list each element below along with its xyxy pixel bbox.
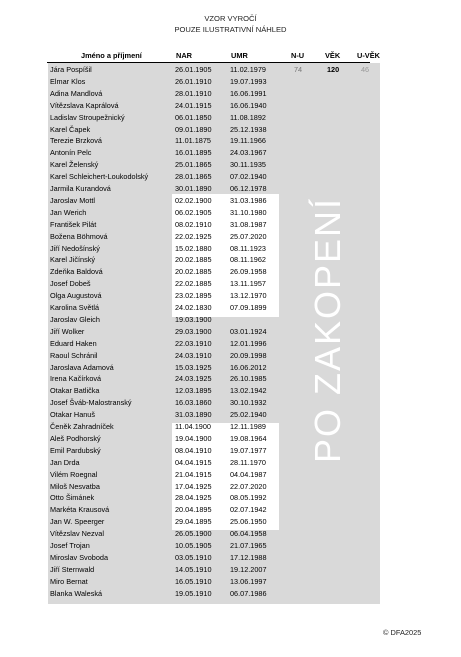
table-row: [48, 207, 428, 218]
cell-name: Terezie Brzková: [50, 136, 102, 146]
column-header-vek: VĚK: [325, 51, 341, 60]
table-row: [48, 350, 428, 361]
cell-nar: 28.01.1865: [175, 172, 212, 182]
table-row: [48, 254, 428, 265]
column-header-name: Jméno a příjmení: [81, 51, 142, 60]
cell-umr: 13.12.1970: [230, 291, 267, 301]
table-row: [48, 433, 428, 444]
cell-umr: 28.11.1970: [230, 457, 266, 467]
cell-nar: 12.03.1895: [175, 386, 212, 396]
cell-name: Josef Dobeš: [50, 279, 91, 289]
table-row: [48, 195, 428, 206]
cell-umr: 19.07.1977: [230, 445, 267, 455]
cell-umr: 21.07.1965: [230, 541, 267, 550]
cell-name: Elmar Klos: [50, 76, 86, 86]
cell-umr: 12.11.1989: [230, 422, 266, 431]
cell-nar: 22.03.1910: [175, 338, 212, 348]
cell-umr: 30.11.1935: [230, 160, 266, 170]
cell-umr: 13.02.1942: [230, 386, 267, 396]
cell-name: Jan Drda: [50, 457, 80, 467]
cell-umr: 25.12.1938: [230, 124, 267, 134]
table-row: [48, 576, 428, 587]
cell-nar: 19.03.1900: [175, 314, 212, 324]
table-row: [48, 278, 428, 289]
cell-umr: 26.10.1985: [230, 374, 267, 384]
cell-nar: 04.04.1915: [175, 457, 212, 467]
table-row: [48, 469, 428, 480]
cell-name: Josef Trojan: [50, 541, 90, 550]
table-row: [48, 135, 428, 146]
cell-umr: 06.12.1978: [230, 184, 267, 193]
cell-umr: 06.07.1986: [230, 588, 267, 598]
cell-nar: 22.02.1925: [175, 231, 212, 241]
cell-nar: 24.03.1910: [175, 350, 212, 360]
cell-nar: 29.03.1900: [175, 326, 212, 336]
table-row: [48, 385, 428, 396]
cell-nar: 11.04.1900: [175, 422, 211, 431]
cell-umr: 06.04.1958: [230, 529, 267, 539]
cell-nar: 09.01.1890: [175, 124, 212, 134]
cell-name: Jaroslava Adamová: [50, 362, 114, 372]
cell-name: Karel Čapek: [50, 124, 91, 134]
table-row: [48, 314, 428, 325]
cell-umr: 25.06.1950: [230, 517, 267, 527]
cell-nar: 31.03.1890: [175, 410, 212, 420]
cell-nar: 23.02.1895: [175, 291, 212, 301]
table-row: [48, 159, 428, 170]
cell-name: Jaroslav Mottl: [50, 195, 96, 205]
cell-umr: 07.02.1940: [230, 172, 267, 182]
cell-uvek: 46: [361, 65, 370, 74]
cell-name: Miroslav Svoboda: [50, 552, 108, 562]
cell-umr: 19.08.1964: [230, 433, 267, 443]
table-row: [48, 100, 428, 111]
cell-nar: 16.05.1910: [175, 576, 212, 586]
cell-name: Eduard Haken: [50, 338, 97, 348]
cell-nu: 74: [294, 65, 303, 74]
cell-name: Karel Jičínský: [50, 255, 96, 265]
cell-name: Markéta Krausová: [50, 505, 110, 515]
cell-umr: 12.01.1996: [230, 338, 267, 348]
cell-nar: 16.03.1860: [175, 398, 212, 408]
cell-name: Čeněk Zahradníček: [50, 422, 114, 431]
cell-nar: 28.01.1910: [175, 88, 212, 98]
cell-umr: 16.06.1940: [230, 100, 267, 110]
watermark-text: PO ZAKOPENÍ: [307, 196, 348, 464]
cell-umr: 16.06.2012: [230, 362, 267, 372]
table-row: [48, 88, 428, 99]
cell-nar: 11.01.1875: [175, 136, 211, 146]
table-row: [48, 421, 428, 432]
cell-name: Karel Schleichert-Loukodolský: [50, 172, 149, 182]
cell-nar: 26.05.1900: [175, 529, 212, 539]
table-row: [48, 76, 428, 87]
table-row: [48, 290, 428, 301]
table-row: [48, 552, 428, 563]
cell-nar: 08.02.1910: [175, 219, 212, 229]
cell-name: Jiří Wolker: [50, 326, 85, 336]
cell-name: Otakar Batlička: [50, 386, 100, 396]
cell-umr: 02.07.1942: [230, 505, 267, 515]
cell-nar: 29.04.1895: [175, 517, 212, 527]
table-row: [48, 504, 428, 515]
cell-umr: 30.10.1932: [230, 398, 267, 408]
cell-nar: 15.02.1880: [175, 243, 212, 253]
cell-umr: 31.03.1986: [230, 195, 267, 205]
cell-umr: 26.09.1958: [230, 267, 267, 277]
cell-vek: 120: [327, 65, 340, 74]
table-row: [48, 64, 428, 75]
table-row: [48, 409, 428, 420]
table-row: [48, 302, 428, 313]
cell-name: František Pilát: [50, 219, 97, 229]
cell-nar: 08.04.1910: [175, 445, 212, 455]
cell-umr: 13.11.1957: [230, 279, 266, 289]
cell-name: Jan W. Speerger: [50, 517, 105, 527]
table-row: [48, 183, 428, 194]
cell-name: Aleš Podhorský: [50, 433, 101, 443]
table-row: [48, 457, 428, 468]
cell-nar: 24.02.1830: [175, 303, 212, 312]
cell-nar: 24.03.1925: [175, 374, 212, 384]
cell-name: Miro Bernat: [50, 576, 88, 586]
table-row: [48, 326, 428, 337]
cell-umr: 25.02.1940: [230, 410, 267, 420]
cell-name: Karolina Světlá: [50, 303, 100, 312]
cell-nar: 17.04.1925: [175, 481, 212, 491]
cell-nar: 02.02.1900: [175, 195, 212, 205]
cell-nar: 22.02.1885: [175, 279, 212, 289]
table-row: [48, 266, 428, 277]
column-header-umr: UMR: [231, 51, 248, 60]
cell-name: Zdeňka Baldová: [50, 267, 103, 277]
copyright: © DFA2025: [383, 628, 422, 637]
table-row: [48, 171, 428, 182]
cell-umr: 25.07.2020: [230, 231, 267, 241]
cell-name: Jiří Sternwald: [50, 564, 95, 574]
document-subtitle: POUZE ILUSTRATIVNÍ NÁHLED: [174, 25, 287, 34]
cell-nar: 19.05.1910: [175, 588, 212, 598]
table-row: [48, 219, 428, 230]
table-row: [48, 445, 428, 456]
cell-name: Blanka Waleská: [50, 588, 103, 598]
table-row: [48, 112, 428, 123]
cell-nar: 06.01.1850: [175, 112, 212, 122]
cell-nar: 10.05.1905: [175, 541, 212, 550]
cell-name: Božena Böhmová: [50, 231, 108, 241]
cell-name: Otto Šimánek: [50, 493, 95, 503]
cell-umr: 11.02.1979: [230, 65, 266, 74]
cell-name: Antonín Pelc: [50, 148, 92, 158]
cell-nar: 06.02.1905: [175, 207, 212, 217]
document-title: VZOR VYROČÍ: [204, 14, 257, 23]
cell-nar: 21.04.1915: [175, 469, 212, 479]
cell-nar: 28.04.1925: [175, 493, 212, 503]
cell-name: Miloš Nesvatba: [50, 481, 100, 491]
cell-umr: 04.04.1987: [230, 469, 267, 479]
table-row: [48, 481, 428, 492]
cell-umr: 13.06.1997: [230, 576, 267, 586]
cell-name: Ladislav Stroupežnický: [50, 112, 125, 122]
table-row: [48, 397, 428, 408]
cell-name: Jan Werich: [50, 207, 87, 217]
table-row: [48, 540, 428, 551]
cell-umr: 19.12.2007: [230, 564, 267, 574]
cell-umr: 19.11.1966: [230, 136, 266, 146]
cell-nar: 16.01.1895: [175, 148, 212, 158]
cell-nar: 20.02.1885: [175, 267, 212, 277]
cell-name: Jára Pospíšil: [50, 65, 92, 74]
cell-name: Raoul Schránil: [50, 350, 98, 360]
cell-umr: 08.11.1923: [230, 243, 266, 253]
cell-umr: 11.08.1892: [230, 112, 266, 122]
cell-umr: 31.10.1980: [230, 207, 267, 217]
cell-name: Vítězslav Nezval: [50, 529, 104, 539]
cell-name: Irena Kačírková: [50, 374, 102, 384]
cell-name: Adina Mandlová: [50, 88, 103, 98]
cell-nar: 14.05.1910: [175, 564, 212, 574]
table-row: [48, 373, 428, 384]
cell-name: Emil Pardubský: [50, 445, 101, 455]
table-row: [48, 231, 428, 242]
table-row: [48, 243, 428, 254]
cell-nar: 24.01.1915: [175, 100, 212, 110]
cell-nar: 25.01.1865: [175, 160, 212, 170]
table-row: [48, 564, 428, 575]
cell-nar: 30.01.1890: [175, 184, 212, 193]
cell-umr: 31.08.1987: [230, 219, 267, 229]
cell-nar: 03.05.1910: [175, 552, 212, 562]
column-header-nu: N-U: [291, 51, 305, 60]
cell-umr: 08.11.1962: [230, 255, 266, 265]
table-row: [48, 338, 428, 349]
cell-nar: 26.01.1910: [175, 76, 212, 86]
cell-nar: 15.03.1925: [175, 362, 212, 372]
cell-name: Otakar Hanuš: [50, 410, 96, 420]
table-row: [48, 492, 428, 503]
cell-umr: 19.07.1993: [230, 76, 267, 86]
cell-umr: 17.12.1988: [230, 552, 267, 562]
cell-umr: 20.09.1998: [230, 350, 267, 360]
table-row: [48, 588, 428, 599]
cell-name: Jarmila Kurandová: [50, 184, 111, 193]
column-header-uvek: U-VĚK: [357, 51, 380, 60]
cell-name: Vilém Roegnal: [50, 469, 98, 479]
table-row: [48, 528, 428, 539]
table-row: [48, 147, 428, 158]
cell-nar: 26.01.1905: [175, 65, 212, 74]
cell-name: Olga Augustová: [50, 291, 102, 301]
cell-umr: 22.07.2020: [230, 481, 267, 491]
cell-umr: 08.05.1992: [230, 493, 267, 503]
cell-name: Vítězslava Kaprálová: [50, 100, 119, 110]
cell-nar: 20.02.1885: [175, 255, 212, 265]
cell-nar: 20.04.1895: [175, 505, 212, 515]
table-row: [48, 124, 428, 135]
column-header-nar: NAR: [176, 51, 193, 60]
cell-umr: 03.01.1924: [230, 326, 267, 336]
cell-umr: 07.09.1899: [230, 303, 267, 312]
cell-name: Karel Želenský: [50, 160, 99, 170]
table-row: [48, 362, 428, 373]
cell-name: Jiří Nedošínský: [50, 243, 100, 253]
cell-nar: 19.04.1900: [175, 433, 212, 443]
cell-umr: 16.06.1991: [230, 88, 267, 98]
cell-umr: 24.03.1967: [230, 148, 267, 158]
table-row: [48, 516, 428, 527]
cell-name: Jaroslav Gleich: [50, 314, 100, 324]
cell-name: Josef Šváb-Malostranský: [50, 398, 132, 408]
